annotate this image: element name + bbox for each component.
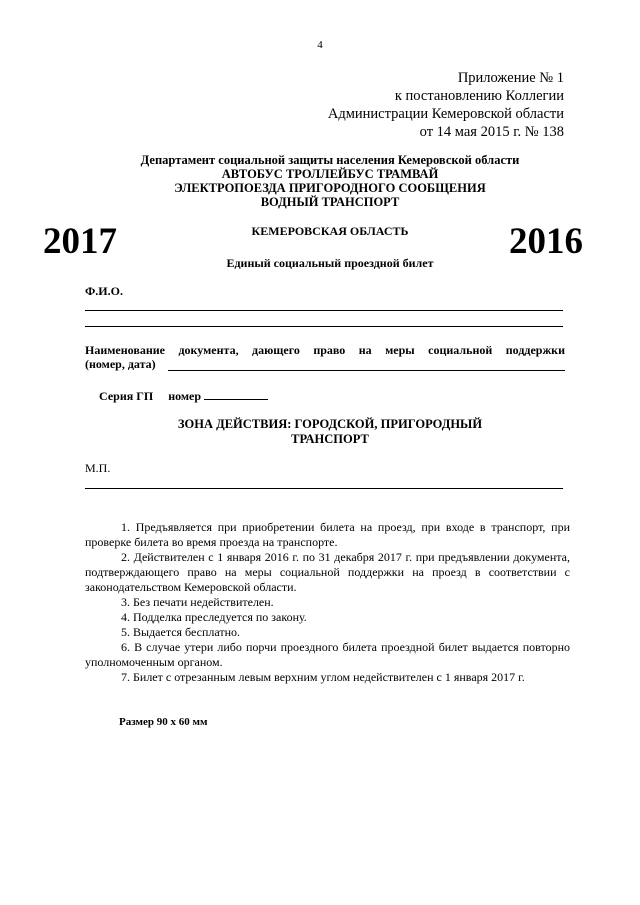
size-note: Размер 90 х 60 мм — [119, 716, 208, 728]
rule-item: 6. В случае утери либо порчи проездного билета проездной билет выдается повторно уполномоченным органом. — [85, 640, 570, 669]
fio-line — [85, 326, 563, 327]
rule-item: 4. Подделка преследуется по закону. — [121, 610, 307, 624]
year-right: 2016 — [509, 221, 583, 262]
transport-types: ВОДНЫЙ ТРАНСПОРТ — [260, 195, 400, 209]
rule-item: 5. Выдается бесплатно. — [121, 625, 241, 639]
zone-line: ТРАНСПОРТ — [291, 432, 369, 446]
document-label: Наименование документа, дающего право на меры социальной поддержки — [85, 343, 565, 357]
ticket-title: Единый социальный проездной билет — [226, 256, 434, 270]
document-line — [168, 370, 565, 371]
fio-label: Ф.И.О. — [85, 284, 123, 298]
appendix-line: от 14 мая 2015 г. № 138 — [419, 124, 564, 140]
number-label: номер — [168, 389, 202, 403]
transport-types: АВТОБУС ТРОЛЛЕЙБУС ТРАМВАЙ — [221, 167, 439, 181]
rule-item: 2. Действителен с 1 января 2016 г. по 31 декабря 2017 г. при предъявлении документа, подтверждающего право на меры социальной поддержки на проезд в соответствии с законодательством Кемеровской области. — [85, 550, 570, 594]
department-name: Департамент социальной защиты населения Кемеровской области — [140, 153, 520, 167]
appendix-reference — [328, 69, 564, 141]
document-number-label: (номер, дата) — [85, 357, 156, 371]
ticket-header — [60, 153, 600, 209]
rule-item: 7. Билет с отрезанным левым верхним углом недействителен с 1 января 2017 г. — [121, 670, 525, 684]
fio-line — [85, 310, 563, 311]
stamp-line — [85, 488, 563, 489]
series-row — [99, 389, 268, 404]
appendix-line: Администрации Кемеровской области — [327, 106, 564, 122]
zone-title — [140, 417, 520, 447]
series-label: Серия ГП — [99, 389, 154, 403]
year-left: 2017 — [43, 221, 117, 262]
appendix-line: Приложение № 1 — [457, 70, 564, 86]
ticket-rules — [85, 520, 570, 685]
rule-item: 1. Предъявляется при приобретении билета на проезд, при входе в транспорт, при проверке билета во время проезда на транспорте. — [85, 520, 570, 549]
appendix-line: к постановлению Коллегии — [394, 88, 564, 104]
transport-types: ЭЛЕКТРОПОЕЗДА ПРИГОРОДНОГО СООБЩЕНИЯ — [174, 181, 486, 195]
number-blank — [204, 389, 268, 400]
rule-item: 3. Без печати недействителен. — [121, 595, 274, 609]
stamp-place-label: М.П. — [85, 461, 111, 475]
zone-line: ЗОНА ДЕЙСТВИЯ: ГОРОДСКОЙ, ПРИГОРОДНЫЙ — [177, 417, 483, 431]
page-number: 4 — [317, 39, 323, 51]
region-title: КЕМЕРОВСКАЯ ОБЛАСТЬ — [251, 224, 409, 238]
